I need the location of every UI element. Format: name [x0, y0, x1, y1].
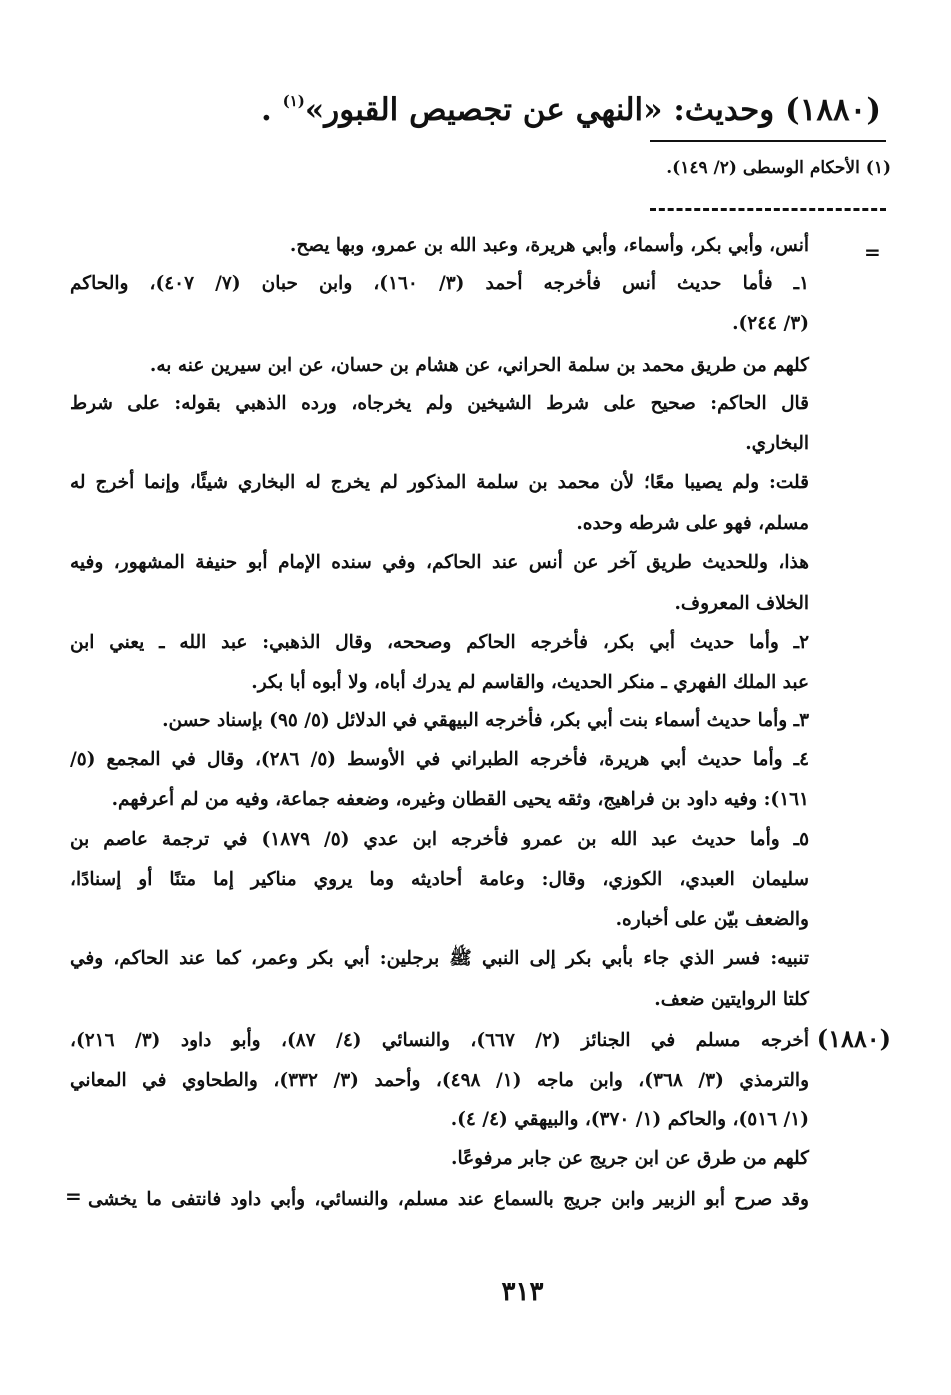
- body-line: أنس، وأبي بكر، وأسماء، وأبي هريرة، وعبد الله بن عمرو، وبها يصح.: [289, 235, 809, 256]
- entry-number: (١٨٨٠): [816, 1024, 891, 1053]
- footnote-marker: (١): [282, 92, 305, 110]
- body-line: سليمان العبدي، الكوزي، وقال: وعامة أحاديثه وما يروي مناكير إما متنًا أو إسنادًا،: [70, 869, 809, 890]
- entry-line: كلهم من طرق عن ابن جريج عن جابر مرفوعًا.: [451, 1148, 809, 1169]
- body-line: قلت: ولم يصيبا معًا؛ لأن محمد بن سلمة المذكور لم يخرج له البخاري شيئًا، وإنما أخرج له: [70, 472, 809, 493]
- body-line: (٣/ ٢٤٤).: [732, 313, 809, 334]
- body-line: ٤ـ وأما حديث أبي هريرة، فأخرجه الطبراني في الأوسط (٥/ ٢٨٦)، وقال في المجمع (٥/: [70, 749, 809, 770]
- heading-end: .: [260, 92, 272, 128]
- body-line: ١ـ فأما حديث أنس فأخرجه أحمد (٣/ ١٦٠)، وابن حبان (٧/ ٤٠٧)، والحاكم: [70, 273, 809, 294]
- hadith-number: (١٨٨٠): [785, 92, 881, 128]
- body-line: البخاري.: [745, 433, 809, 454]
- body-line: ٢ـ وأما حديث أبي بكر، فأخرجه الحاكم وصححه، وقال الذهبي: عبد الله ـ يعني ابن: [70, 632, 809, 653]
- body-line: تنبيه: فسر الذي جاء بأبي بكر إلى النبي ﷺ برجلين: أبي بكر وعمر، كما عند الحاكم، وفي: [70, 948, 809, 969]
- footnote: (١) الأحكام الوسطى (٢/ ١٤٩).: [666, 158, 891, 178]
- body-line: كلهم من طريق محمد بن سلمة الحراني، عن هشام بن حسان، عن ابن سيرين عنه به.: [149, 355, 809, 376]
- body-line: الخلاف المعروف.: [674, 593, 809, 614]
- body-line: قال الحاكم: صحيح على شرط الشيخين ولم يخرجاه، ورده الذهبي بقوله: على شرط: [70, 393, 809, 414]
- body-line: مسلم، فهو على شرطه وحده.: [576, 513, 809, 534]
- hadith-heading: [261, 78, 881, 133]
- body-line: كلتا الروايتين ضعف.: [654, 989, 809, 1010]
- body-line: والضعف بيّن على أخباره.: [615, 909, 809, 930]
- continuation-mark-end: =: [65, 1184, 82, 1208]
- body-line: هذا، وللحديث طريق آخر عن أنس عند الحاكم، وفي سنده الإمام أبو حنيفة المشهور، وفيه: [70, 552, 809, 573]
- entry-line: والترمذي (٣/ ٣٦٨)، وابن ماجه (١/ ٤٩٨)، وأحمد (٣/ ٣٣٢)، والطحاوي في المعاني: [70, 1070, 809, 1091]
- body-line: ٣ـ وأما حديث أسماء بنت أبي بكر، فأخرجه البيهقي في الدلائل (٥/ ٩٥) بإسناد حسن.: [162, 710, 809, 731]
- footnote-separator: [650, 208, 886, 211]
- entry-line: أخرجه مسلم في الجنائز (٢/ ٦٦٧)، والنسائي (٤/ ٨٧)، وأبو داود (٣/ ٢١٦)،: [70, 1030, 809, 1051]
- continuation-mark: =: [864, 240, 881, 264]
- entry-line: (١/ ٥١٦)، والحاكم (١/ ٣٧٠)، والبيهقي (٤/ ٤).: [450, 1109, 809, 1130]
- body-line: عبد الملك الفهري ـ منكر الحديث، والقاسم لم يدرك أباه، ولا أبوه أبا بكر.: [251, 672, 809, 693]
- body-line: ٥ـ وأما حديث عبد الله بن عمرو فأخرجه ابن عدي (٥/ ١٨٧٩) في ترجمة عاصم بن: [70, 829, 809, 850]
- footnote-rule: [650, 140, 886, 142]
- hadith-title: وحديث: «النهي عن تجصيص القبور»: [304, 92, 775, 128]
- body-line: ١٦١): وفيه داود بن فراهيج، وثقه يحيى القطان وغيره، وضعفه جماعة، وفيه من لم أعرفهم.: [111, 789, 809, 810]
- entry-line: وقد صرح أبو الزبير وابن جريج بالسماع عند مسلم، والنسائي، وأبي داود فانتفى ما يخشى: [88, 1189, 809, 1210]
- page-number: ٣١٣: [501, 1277, 544, 1307]
